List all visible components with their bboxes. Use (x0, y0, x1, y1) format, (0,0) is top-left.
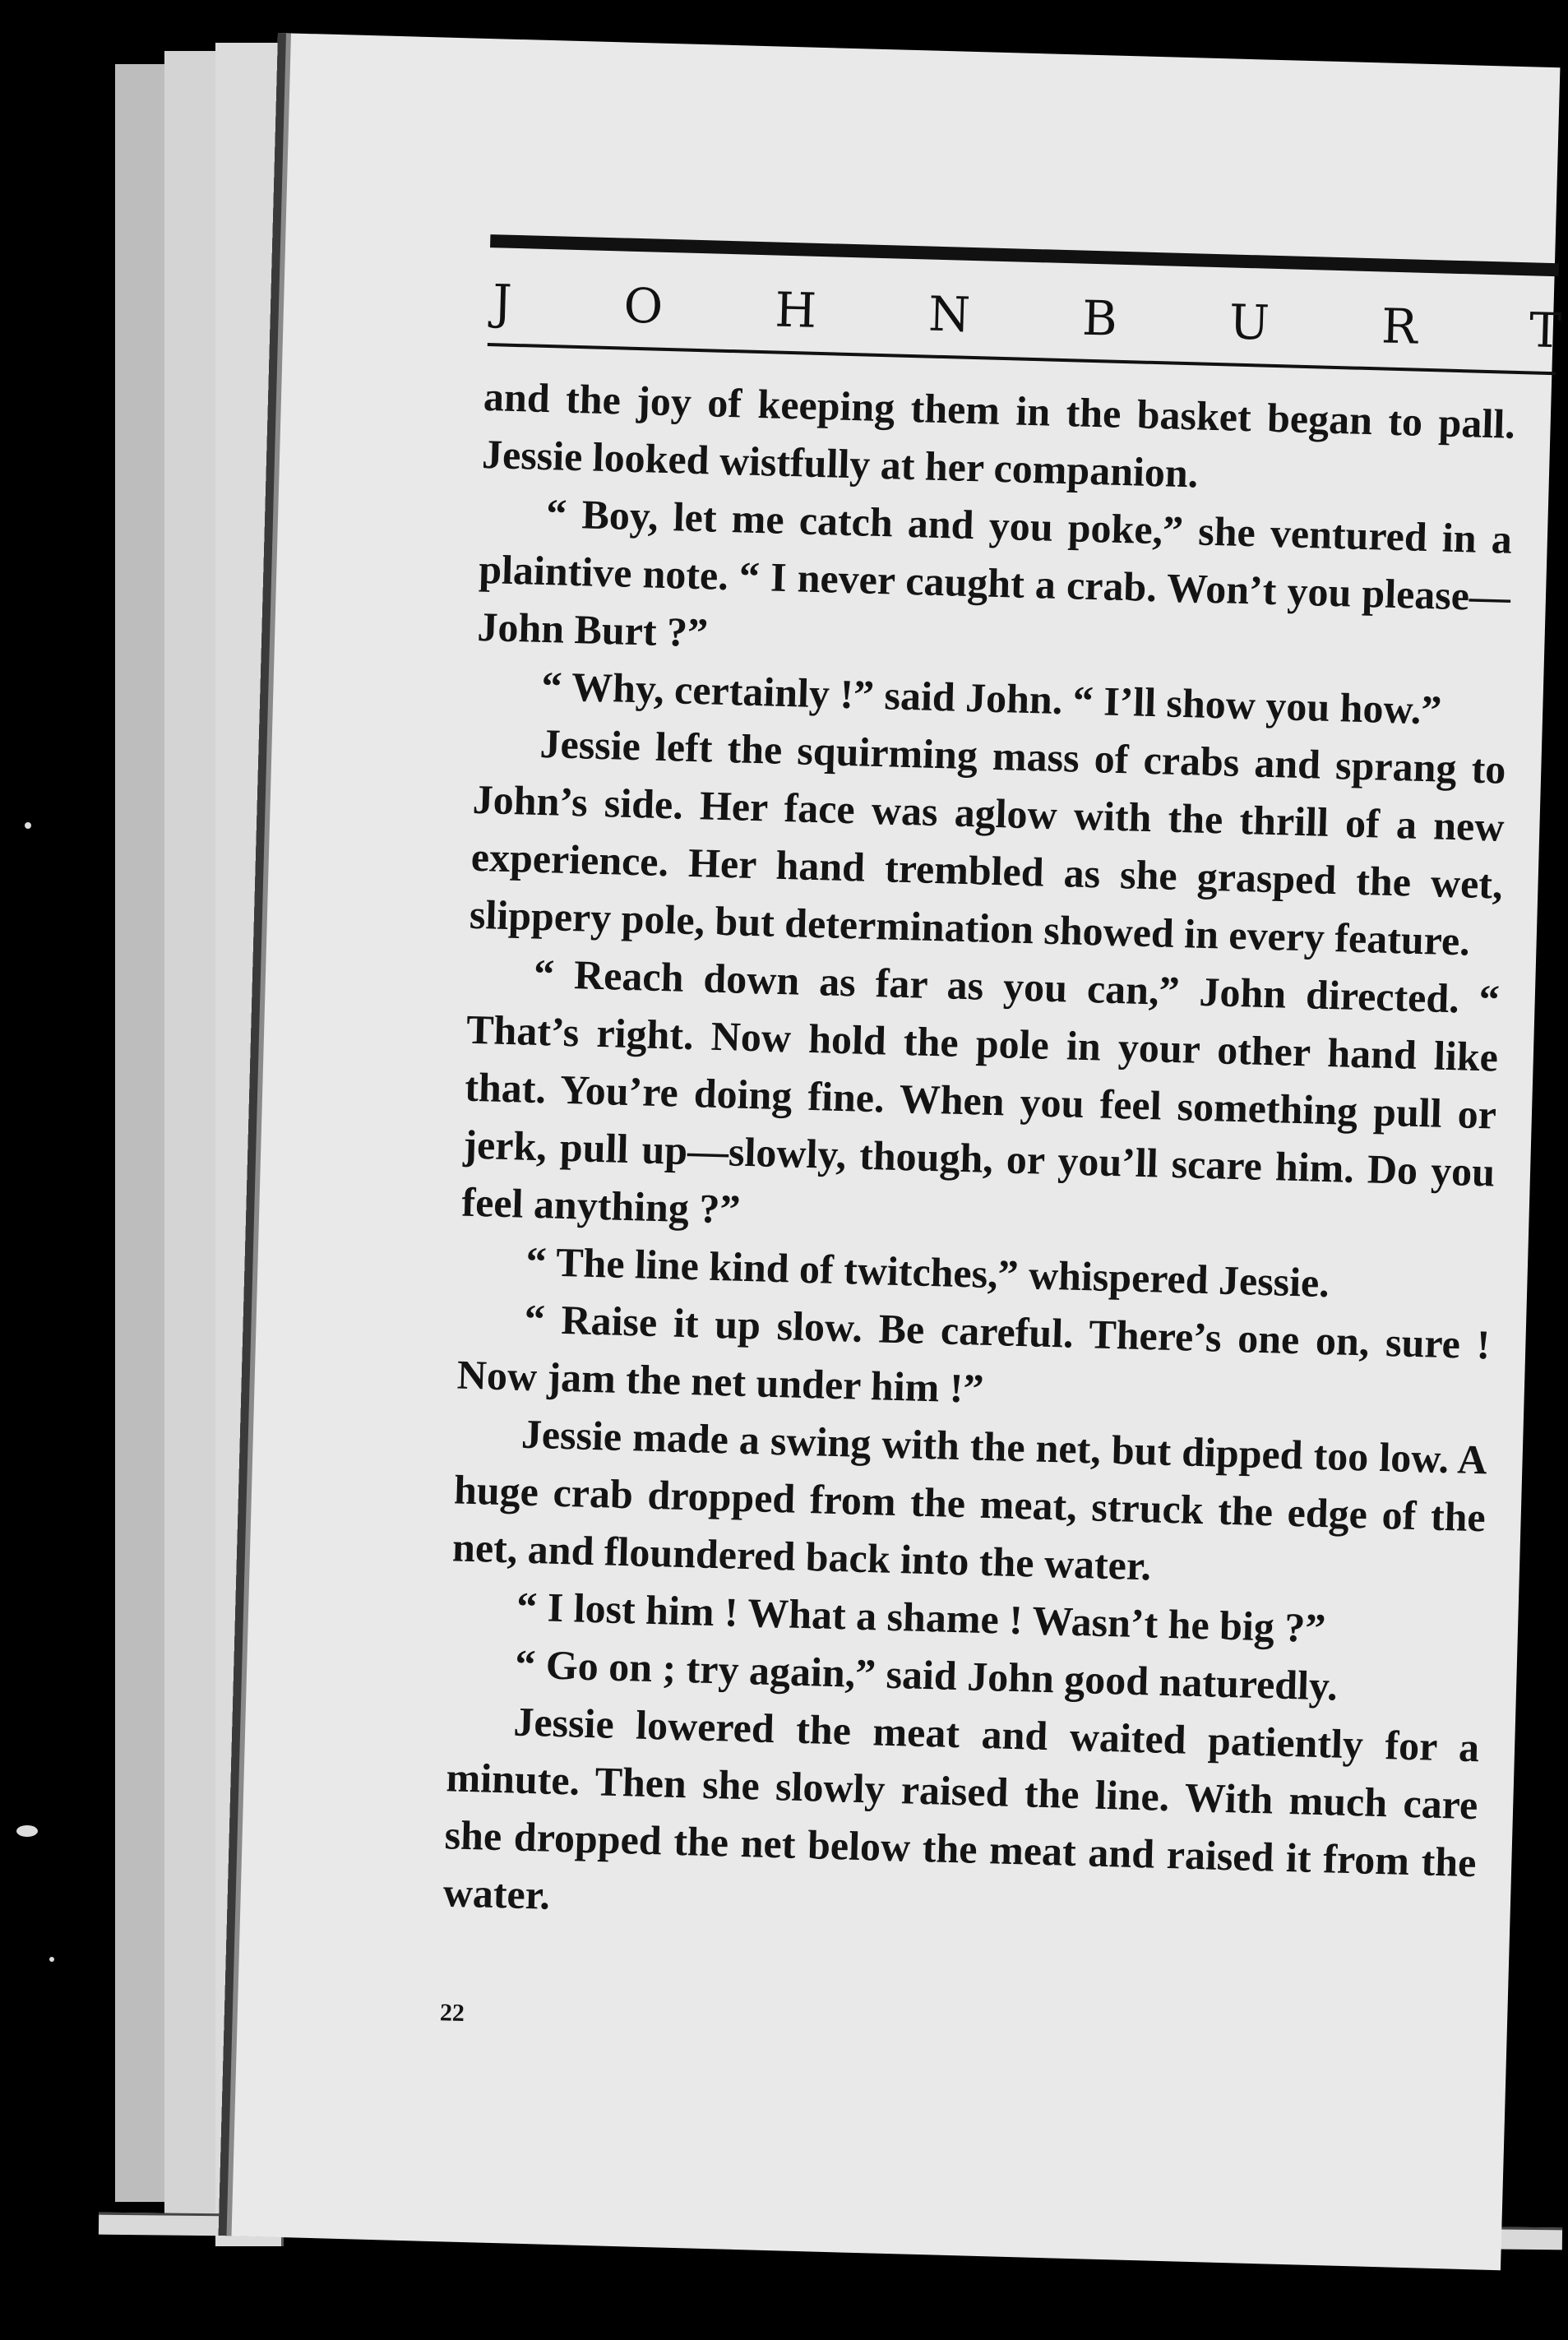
paragraph: Jessie made a swing with the net, but dipped too low. A huge crab dropped from the meat, struck the edge of the net, and floundered back into the water. (451, 1410, 1488, 1589)
running-head-letter: H (774, 281, 817, 339)
running-head-letter: U (1228, 294, 1270, 351)
book-page (219, 33, 1561, 2270)
scan-speck (25, 822, 31, 829)
paragraph: “ Why, certainly !” said John. “ I’ll show you how.” (540, 662, 1443, 733)
paragraph: “ Raise it up slow. Be careful. There’s one on, sure ! Now jam the net under him !” (456, 1295, 1492, 1412)
paragraph: “ I lost him ! What a shame ! Wasn’t he big ?” (516, 1583, 1327, 1652)
paragraph: and the joy of keeping them in the basket began to pall. Jessie looked wistfully at her companion. (481, 372, 1516, 497)
running-head-letter: N (927, 285, 971, 343)
scan-speck (49, 1957, 54, 1962)
running-head-letter: O (622, 277, 664, 335)
paragraph: Jessie lowered the meat and waited patiently for a minute. Then she slowly raised the line. With much care she dropped the net below the meat and raised it from the water. (442, 1698, 1480, 1918)
page-number: 22 (439, 1999, 465, 2028)
scan-speck (16, 1825, 38, 1837)
paragraph: “ Boy, let me catch and you poke,” she ventured in a plaintive note. “ I never caught a crab. Won’t you please—John Burt ?” (476, 490, 1513, 656)
paragraph: “ Go on ; try again,” said John good naturedly. (514, 1640, 1339, 1709)
paragraph: “ The line kind of twitches,” whispered Jessie. (525, 1237, 1330, 1306)
running-head (492, 265, 1562, 368)
running-head-letter: J (492, 274, 513, 331)
body-text (442, 368, 1516, 1949)
running-head-letter: T (1529, 302, 1562, 359)
running-head-letter: B (1081, 289, 1118, 347)
paragraph: Jessie left the squirming mass of crabs and sprang to John’s side. Her face was aglow with the thrill of a new experience. Her hand trembled as she grasped the wet, slippery pole, but determination showed in every feature. (469, 719, 1507, 964)
running-head-letter: R (1381, 298, 1418, 355)
paragraph: “ Reach down as far as you can,” John directed. “ That’s right. Now hold the pole in your other hand like that. You’re doing fine. When you feel something pull or jerk, pull up—slowly, though, or you’ll scare him. Do you feel anything ?” (460, 950, 1501, 1232)
